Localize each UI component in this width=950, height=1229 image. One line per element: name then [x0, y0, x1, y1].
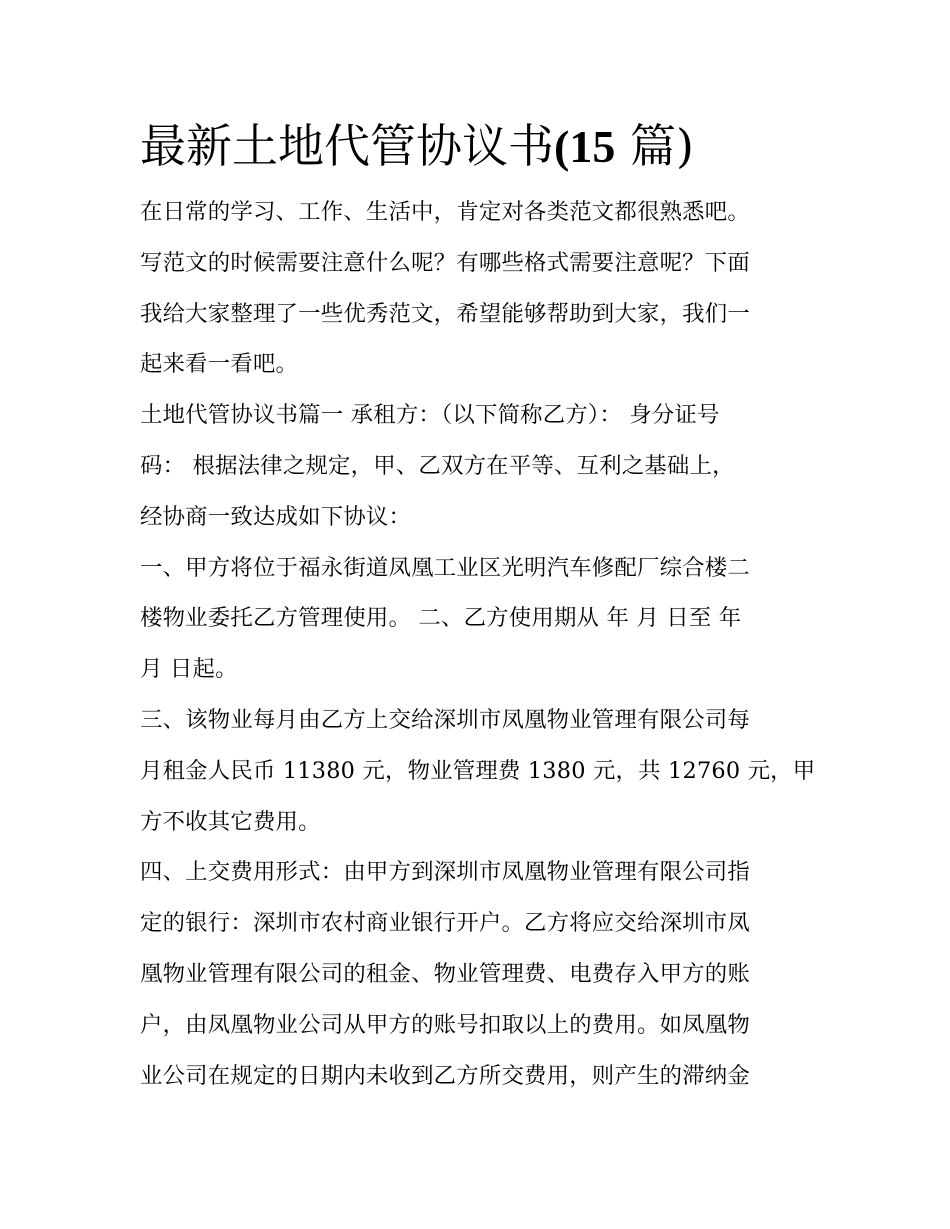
paragraph-clause-1-2: [140, 543, 812, 695]
text-line: 楼物业委托乙方管理使用。 二、乙方使用期从 年 月 日至 年: [140, 605, 742, 632]
text-line: 土地代管协议书篇一 承租方：（以下简称乙方）： 身分证号: [140, 402, 720, 429]
text-line: 方不收其它费用。: [140, 808, 321, 835]
text-line: 经协商一致达成如下协议：: [140, 503, 412, 530]
paragraph-intro: [140, 187, 812, 390]
text-line: 一、甲方将位于福永街道凤凰工业区光明汽车修配厂综合楼二: [140, 554, 750, 581]
text-line: 凰物业管理有限公司的租金、物业管理费、电费存入甲方的账: [140, 960, 750, 987]
document-title: [140, 112, 812, 181]
paragraph-parties: [140, 390, 812, 542]
title-suffix: 篇): [615, 119, 694, 173]
title-paren-open: (: [554, 121, 570, 172]
title-count: 15: [569, 121, 616, 172]
text-line: 写范文的时候需要注意什么呢？有哪些格式需要注意呢？下面: [140, 249, 750, 276]
text-line: 码： 根据法律之规定，甲、乙双方在平等、互利之基础上，: [140, 452, 735, 479]
text-line: 我给大家整理了一些优秀范文，希望能够帮助到大家，我们一: [140, 300, 750, 327]
paragraph-clause-3: [140, 695, 816, 847]
text-line: 起来看一看吧。: [140, 351, 299, 378]
paragraph-clause-4: [140, 847, 812, 1101]
document-page: [140, 112, 816, 1101]
title-main: 最新土地代管协议书: [140, 119, 554, 173]
text-line: 月租金人民币 11380 元，物业管理费 1380 元，共 12760 元，甲: [140, 757, 816, 784]
text-line: 户，由凤凰物业公司从甲方的账号扣取以上的费用。如凤凰物: [140, 1011, 750, 1038]
text-line: 四、上交费用形式：由甲方到深圳市凤凰物业管理有限公司指: [140, 859, 750, 886]
text-line: 三、该物业每月由乙方上交给深圳市凤凰物业管理有限公司每: [140, 706, 750, 733]
text-line: 定的银行：深圳市农村商业银行开户。乙方将应交给深圳市凤: [140, 910, 750, 937]
text-line: 业公司在规定的日期内未收到乙方所交费用，则产生的滞纳金: [140, 1062, 750, 1089]
text-line: 月 日起。: [140, 656, 238, 683]
text-line: 在日常的学习、工作、生活中，肯定对各类范文都很熟悉吧。: [140, 199, 750, 225]
